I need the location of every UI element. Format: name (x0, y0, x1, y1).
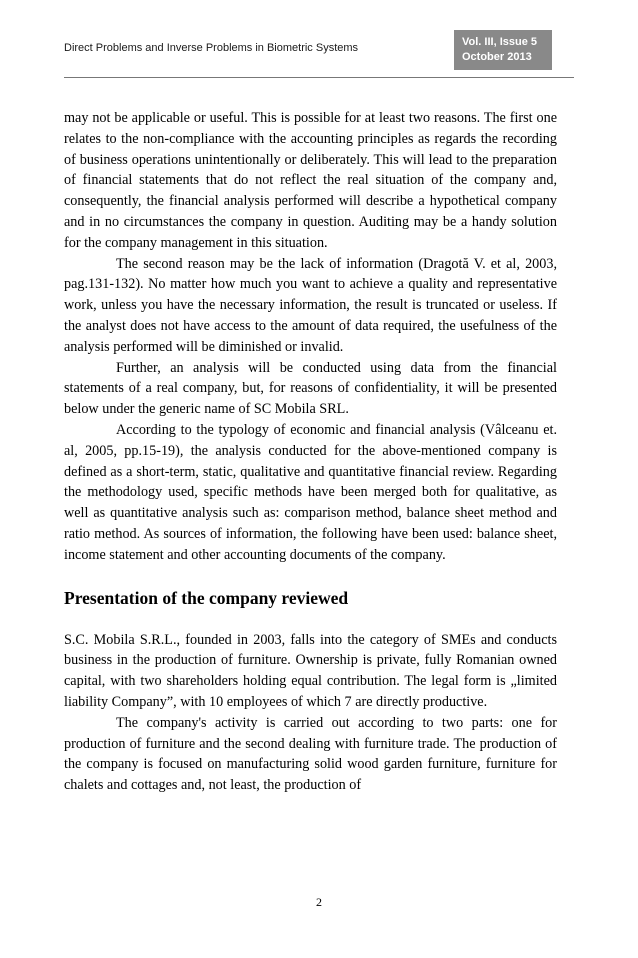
article-body (64, 108, 557, 796)
page-number: 2 (316, 895, 322, 909)
header-divider (64, 77, 574, 78)
running-title: Direct Problems and Inverse Problems in Biometric Systems (64, 42, 359, 54)
paragraph: The company's activity is carried out according to two parts: one for production of furniture and the second dealing with furniture trade. The production of the company is focused on manufacturing solid wood garden furniture, furniture for chalets and cottages and, not least, the production of (64, 714, 557, 794)
issue-badge (454, 30, 552, 70)
paragraph: The second reason may be the lack of information (Dragotă V. et al, 2003, pag.131-132). No matter how much you want to achieve a quality and representative work, unless you have the necessary information, the result is truncated or useless. If the analyst does not have access to the amount of data required, the usefulness of the analysis performed will be diminished or invalid. (64, 255, 557, 355)
paragraph: may not be applicable or useful. This is possible for at least two reasons. The first one relates to the non-compliance with the accounting principles as regards the recording of business operations unintentionally or deliberately. This will lead to the preparation of financial statements that do not reflect the real situation of the company and, consequently, the financial analysis performed will describe a hypothetical company and in no circumstances the company in question. Auditing may be a handy solution for the company management in this situation. (64, 110, 557, 251)
section-heading: Presentation of the company reviewed (64, 587, 349, 608)
paragraph: According to the typology of economic and financial analysis (Vâlceanu et. al, 2005, pp.15-19), the analysis conducted for the above-mentioned company is defined as a short-term, static, qualitative and quantitative financial review. Regarding the methodology used, specific methods have been merged both for qualitative, as well as quantitative analysis such as: comparison method, balance sheet method and ratio method. As sources of information, the following have been used: balance sheet, income statement and other accounting documents of the company. (64, 421, 557, 563)
paragraph: S.C. Mobila S.R.L., founded in 2003, falls into the category of SMEs and conducts business in the production of furniture. Ownership is private, fully Romanian owned capital, with two shareholders holding equal contribution. The legal form is „limited liability Company”, with 10 employees of which 7 are directly productive. (64, 631, 557, 710)
paragraph: Further, an analysis will be conducted using data from the financial statements of a real company, but, for reasons of confidentiality, it will be presented below under the generic name of SC Mobila SRL. (64, 359, 557, 418)
issue-date: October 2013 (462, 51, 532, 63)
volume-label: Vol. III, Issue 5 (462, 36, 537, 48)
